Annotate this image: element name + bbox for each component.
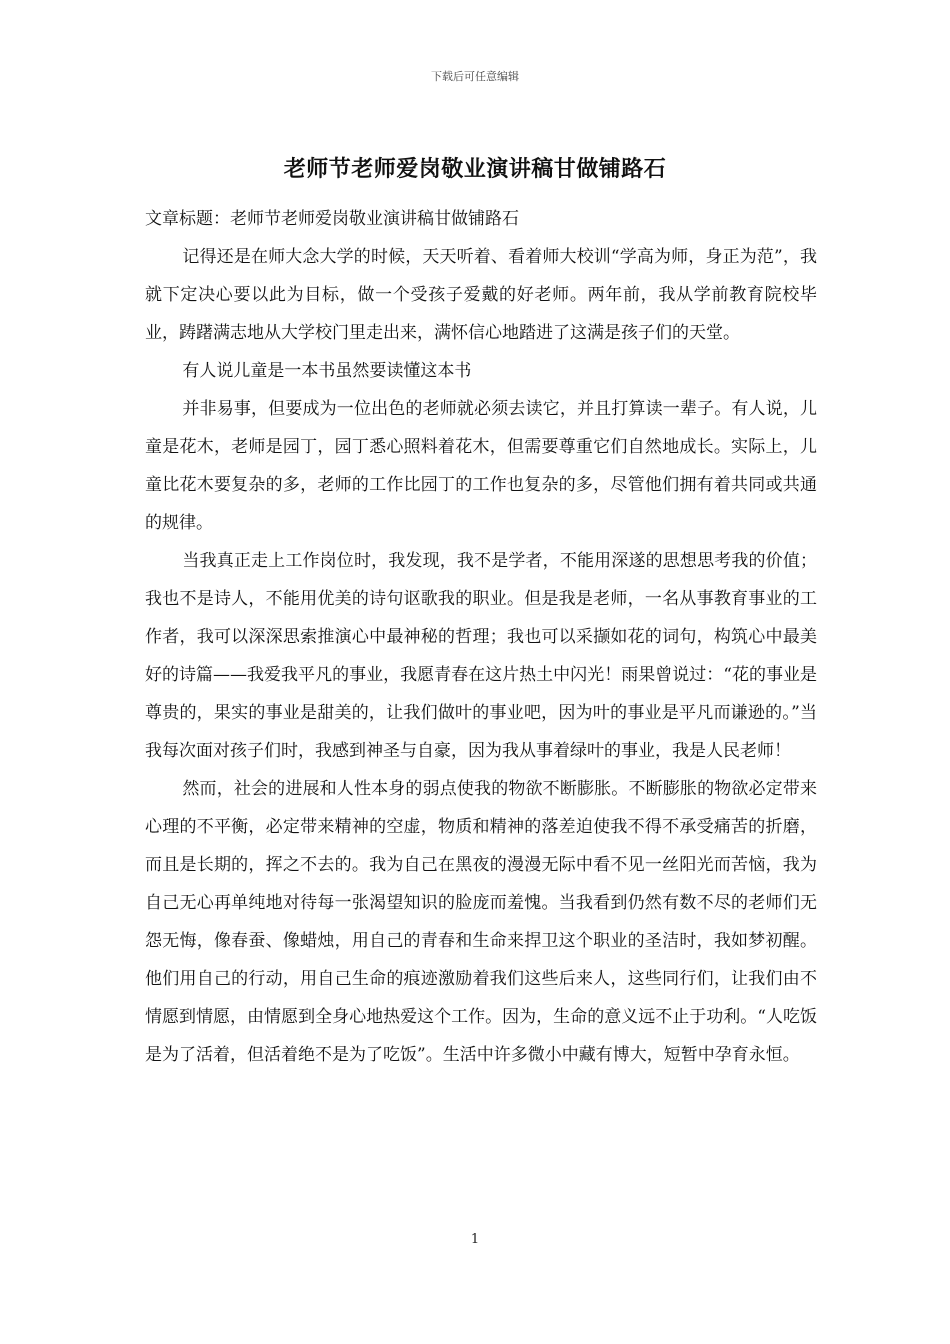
document-title: 老师节老师爱岗敬业演讲稿甘做铺路石 <box>283 156 667 182</box>
page-number: 1 <box>470 1232 480 1247</box>
paragraph: 有人说儿童是一本书虽然要读懂这本书 <box>182 361 472 381</box>
paragraph: 当我真正走上工作岗位时，我发现，我不是学者，不能用深遂的思想思考我的价值；我也不是诗人，不能用优美的诗句讴歌我的职业。但是我是老师，一名从事教育事业的工作者，我可以深深思索推演心中最神秘的哲理；我也可以采撷如花的词句，构筑心中最美好的诗篇——我爱我平凡的事业，我愿青春在这片热土中闪光！雨果曾说过：“花的事业是尊贵的，果实的事业是甜美的，让我们做叶的事业吧，因为叶的事业是平凡而谦逊的。”当我每次面对孩子们时，我感到神圣与自豪，因为我从事着绿叶的事业，我是人民老师！ <box>145 551 817 761</box>
header-note: 下载后可任意编辑 <box>431 70 519 83</box>
paragraph: 然而，社会的进展和人性本身的弱点使我的物欲不断膨胀。不断膨胀的物欲必定带来心理的不平衡，必定带来精神的空虚，物质和精神的落差迫使我不得不承受痛苦的折磨，而且是长期的，挥之不去的。我为自己在黑夜的漫漫无际中看不见一丝阳光而苦恼，我为自己无心再单纯地对待每一张渴望知识的脸庞而羞愧。当我看到仍然有数不尽的老师们无怨无悔，像春蚕、像蜡烛，用自己的青春和生命来捍卫这个职业的圣洁时，我如梦初醒。他们用自己的行动，用自己生命的痕迹激励着我们这些后来人，这些同行们，让我们由不情愿到情愿，由情愿到全身心地热爱这个工作。因为，生命的意义远不止于功利。“人吃饭是为了活着，但活着绝不是为了吃饭”。生活中许多微小中藏有博大，短暂中孕育永恒。 <box>145 779 817 1065</box>
article-title-line: 文章标题：老师节老师爱岗敬业演讲稿甘做铺路石 <box>145 209 519 229</box>
paragraph: 并非易事，但要成为一位出色的老师就必须去读它，并且打算读一辈子。有人说，儿童是花木，老师是园丁，园丁悉心照料着花木，但需要尊重它们自然地成长。实际上，儿童比花木要复杂的多，老师的工作比园丁的工作也复杂的多，尽管他们拥有着共同或共通的规律。 <box>145 399 817 533</box>
paragraph: 记得还是在师大念大学的时候，天天听着、看着师大校训“学高为师，身正为范”，我就下定决心要以此为目标，做一个受孩子爱戴的好老师。两年前，我从学前教育院校毕业，踌躇满志地从大学校门里走出来，满怀信心地踏进了这满是孩子们的天堂。 <box>145 247 817 343</box>
body-text <box>145 200 817 1074</box>
